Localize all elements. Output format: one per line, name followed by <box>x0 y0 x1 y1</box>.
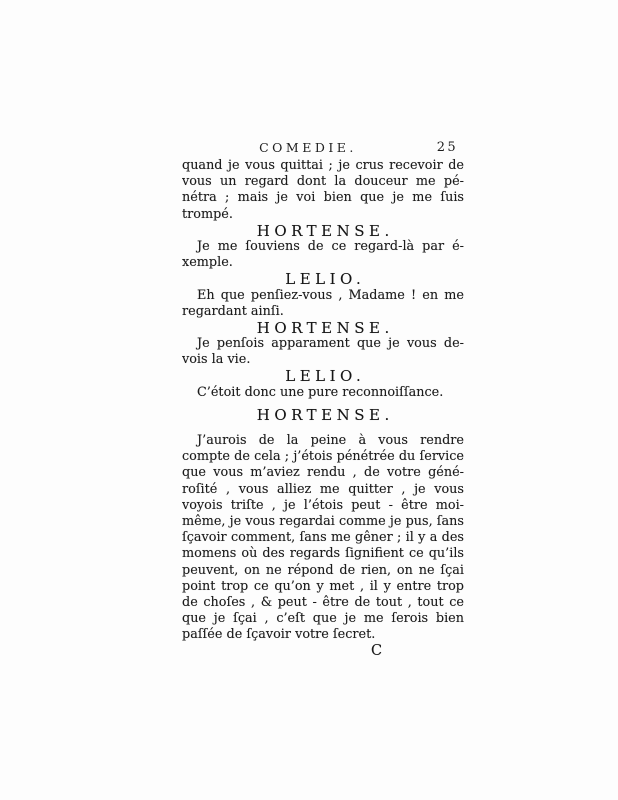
text-line: roſité , vous alliez me quitter , je vous <box>182 481 464 497</box>
text-line: même, je vous regardai comme je pus, ſans <box>182 513 464 529</box>
dialogue-paragraph <box>182 239 464 271</box>
speaker-heading: HORTENSE. <box>256 318 394 337</box>
text-line: voyois triſte , je l’étois peut - être moi- <box>182 497 464 513</box>
text-line: que je ſçai , c’eſt que je me ſerois bien <box>182 611 464 627</box>
text-line: peuvent, on ne répond de rien, on ne ſçai <box>182 562 464 578</box>
page-number: 25 <box>436 140 458 155</box>
running-header-title: COMEDIE. <box>259 140 357 155</box>
text-line: Je me ſouviens de ce regard-là par é- <box>197 238 464 254</box>
text-line: ſçavoir comment, ſans me gêner ; il y a des <box>182 530 464 546</box>
text-line: compte de cela ; j’étois pénétrée du ſervice <box>182 449 464 465</box>
speaker-heading: LELIO. <box>285 367 366 386</box>
text-line: que vous m’aviez rendu , de votre géné- <box>182 465 464 481</box>
speaker-heading: LELIO. <box>285 270 366 289</box>
text-line: point trop ce qu’on y met , il y entre trop <box>182 578 464 594</box>
text-line: vois la vie. <box>182 352 251 368</box>
text-line: nétra ; mais je voi bien que je me ſuis <box>182 190 464 206</box>
text-line: xemple. <box>182 255 233 271</box>
text-line: vous un regard dont la douceur me pé- <box>182 174 464 190</box>
text-line: quand je vous quittai ; je crus recevoir de <box>182 158 464 173</box>
text-line: J’aurois de la peine à vous rendre <box>197 433 464 448</box>
text-line: Je penſois apparament que je vous de- <box>197 336 464 352</box>
text-line: C’étoit donc une pure reconnoiſſance. <box>197 384 444 400</box>
page-text-blocks <box>182 158 464 643</box>
text-column <box>182 140 464 660</box>
running-header <box>182 140 464 156</box>
dialogue-paragraph <box>182 433 464 643</box>
dialogue-paragraph <box>182 385 464 401</box>
signature-mark: C <box>371 643 383 660</box>
dialogue-paragraph <box>182 288 464 320</box>
text-line: Eh que penſiez-vous , Madame ! en me <box>197 287 464 303</box>
dialogue-paragraph <box>182 336 464 368</box>
text-line: paſſée de ſçavoir votre ſecret. <box>182 627 376 643</box>
text-line: de choſes , & peut - être de tout , tout ce <box>182 594 464 610</box>
text-line: trompé. <box>182 206 233 222</box>
speaker-heading: HORTENSE. <box>256 221 394 240</box>
speaker-heading: HORTENSE. <box>256 405 394 424</box>
dialogue-paragraph <box>182 158 464 223</box>
text-line: regardant ainſi. <box>182 303 284 319</box>
text-line: momens où des regards ſignifient ce qu’ils <box>182 546 464 562</box>
